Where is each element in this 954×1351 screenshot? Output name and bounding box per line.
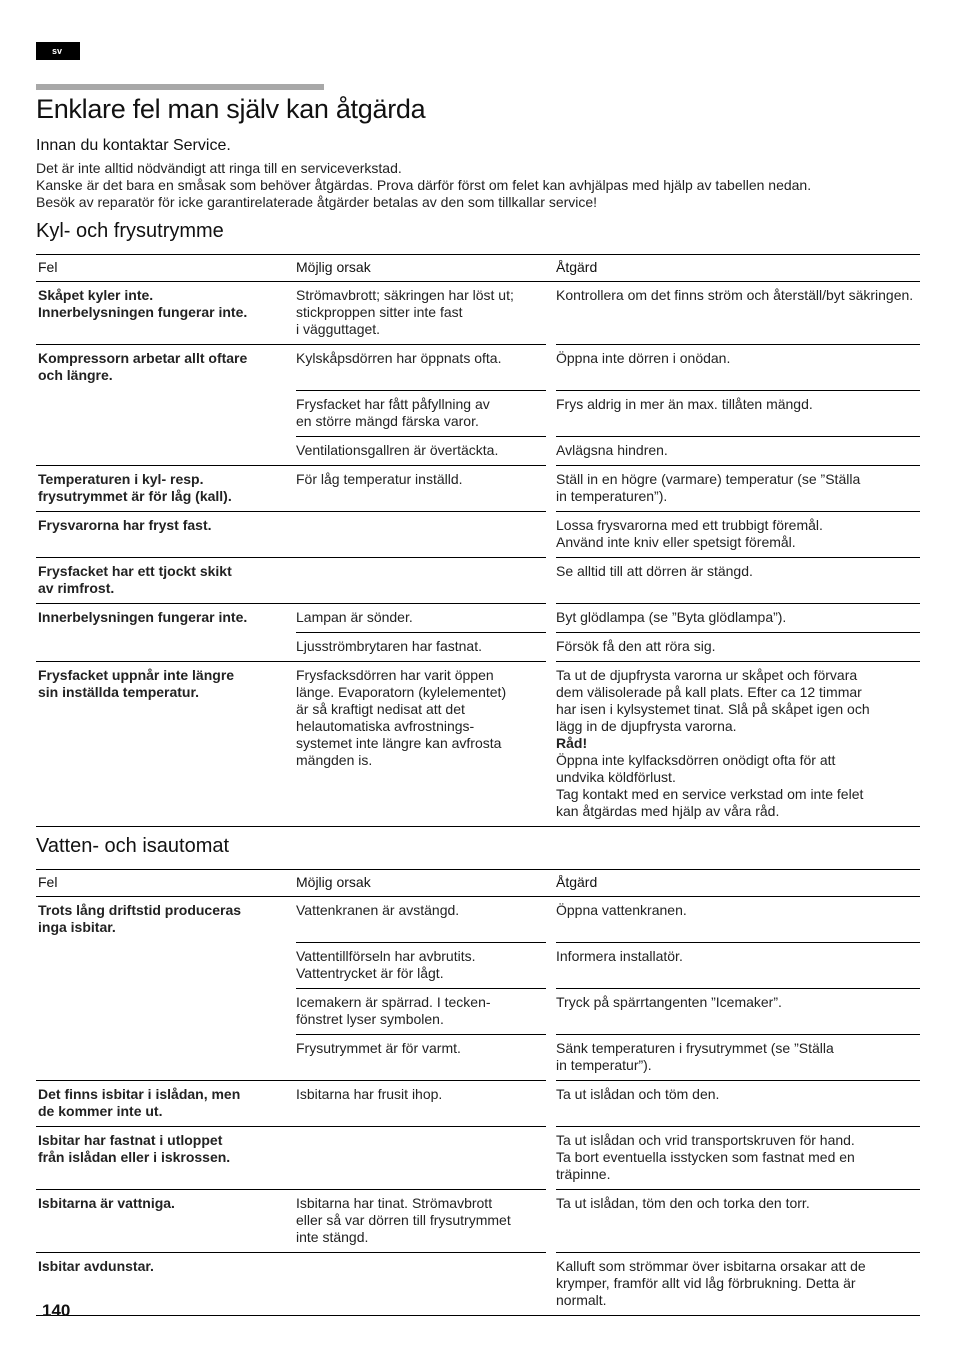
action-cell: Ta ut islådan och töm den.: [556, 1080, 920, 1126]
section-heading-fridge-freezer: Kyl- och frysutrymme: [36, 220, 224, 242]
cause-cell: Icemakern är spärrad. I tecken- fönstret lyser symbolen.: [296, 988, 546, 1034]
action-cell: Kalluft som strömmar över isbitarna orsakar att de krymper, framför allt vid låg förbrukning. Detta är normalt.: [556, 1252, 920, 1315]
table-row: [36, 942, 920, 988]
cause-cell: Strömavbrott; säkringen har löst ut; stickproppen sitter inte fast i vägguttaget.: [296, 287, 514, 337]
fault-cell: [36, 632, 276, 661]
table-header-row: [36, 255, 920, 282]
troubleshooting-table-fridge-freezer: [36, 254, 920, 827]
intro-text: [36, 160, 936, 211]
section-heading-water-ice: Vatten- och isautomat: [36, 835, 230, 857]
table-row: [36, 1034, 920, 1080]
column-header-fault: Fel: [36, 255, 276, 282]
table-row: [36, 1080, 920, 1126]
advice-label: Råd!: [556, 734, 588, 751]
action-cell: Frys aldrig in mer än max. tillåten mängd.: [556, 390, 920, 436]
fault-cell: [36, 390, 276, 436]
table-row: [36, 1126, 920, 1189]
fault-cell: Det finns isbitar i islådan, men de kommer inte ut.: [36, 1080, 276, 1126]
intro-line: Kanske är det bara en småsak som behöver åtgärdas. Prova därför först om felet kan avhjälpas med hjälp av tabellen nedan.: [36, 177, 812, 193]
table-row: [36, 557, 920, 603]
cause-cell: Frysfacket har fått påfyllning av en större mängd färska varor.: [296, 390, 546, 436]
column-header-fault: Fel: [36, 870, 276, 897]
fault-cell: [36, 942, 276, 988]
cause-cell: Isbitarna har tinat. Strömavbrott eller så var dörren till frysutrymmet inte stängd.: [296, 1189, 546, 1252]
action-cell: Öppna vattenkranen.: [556, 902, 687, 918]
table-row: [36, 603, 920, 632]
fault-cell: [36, 988, 276, 1034]
cause-cell: Vattenkranen är avstängd.: [296, 902, 460, 918]
action-cell: Tryck på spärrtangenten ”Icemaker”.: [556, 988, 920, 1034]
action-cell: Ta ut islådan och vrid transportskruven för hand. Ta bort eventuella isstycken som fastnat med en träpinne.: [556, 1126, 920, 1189]
fault-cell: Isbitar har fastnat i utloppet från islådan eller i iskrossen.: [36, 1126, 276, 1189]
cause-cell: Frysutrymmet är för varmt.: [296, 1034, 546, 1080]
page-title: Enklare fel man själv kan åtgärda: [36, 94, 426, 124]
action-cell: Se alltid till att dörren är stängd.: [556, 557, 920, 603]
column-header-cause: Möjlig orsak: [296, 255, 546, 282]
column-header-cause: Möjlig orsak: [296, 870, 546, 897]
table-row: [36, 661, 920, 826]
action-cell: Avlägsna hindren.: [556, 436, 920, 465]
table-row: [36, 345, 920, 391]
fault-cell: Temperaturen i kyl- resp. frysutrymmet är för låg (kall).: [36, 465, 276, 511]
cause-cell: [296, 1126, 546, 1189]
fault-cell: Innerbelysningen fungerar inte.: [36, 603, 276, 632]
action-cell: Ta ut de djupfrysta varorna ur skåpet och förvara dem välisolerade på kall plats. Efter ca 12 timmar har isen i kylsystemet tinat. Slå på skåpet igen och lägg in de djupfrysta varorna. Råd! Öppna inte kylfacksdörren onödigt ofta för att undvika köldförlust. Tag kontakt med en service verkstad om inte felet kan åtgärdas med hjälp av våra råd.: [556, 661, 920, 826]
column-header-action: Åtgärd: [556, 870, 920, 897]
table-row: [36, 1189, 920, 1252]
intro-line: Besök av reparatör för icke garantirelaterade åtgärder betalas av den som tillkallar service!: [36, 194, 598, 210]
column-header-action: Åtgärd: [556, 255, 920, 282]
cause-cell: Isbitarna har frusit ihop.: [296, 1080, 546, 1126]
fault-cell: [36, 436, 276, 465]
cause-cell: Lampan är sönder.: [296, 603, 546, 632]
action-cell: Ta ut islådan, töm den och torka den torr.: [556, 1189, 920, 1252]
fault-cell: Isbitar avdunstar.: [36, 1252, 276, 1315]
cause-cell: För låg temperatur inställd.: [296, 465, 546, 511]
table-header-row: [36, 870, 920, 897]
troubleshooting-table-water-ice: [36, 869, 920, 1316]
table-row: [36, 282, 920, 345]
action-cell: Sänk temperaturen i frysutrymmet (se ”Ställa in temperatur”).: [556, 1034, 920, 1080]
cause-cell: Ventilationsgallren är övertäckta.: [296, 436, 546, 465]
table-row: [36, 436, 920, 465]
action-cell: Lossa frysvarorna med ett trubbigt föremål. Använd inte kniv eller spetsigt föremål.: [556, 511, 920, 557]
cause-cell: [296, 511, 546, 557]
table-row: [36, 390, 920, 436]
cause-cell: Frysfacksdörren har varit öppen länge. Evaporatorn (kylelementet) är så kraftigt nedisat att det helautomatiska avfrostnings- systemet inte längre kan avfrosta mängden is.: [296, 661, 546, 826]
fault-cell: Trots lång driftstid produceras inga isbitar.: [38, 902, 242, 935]
fault-cell: Skåpet kyler inte. Innerbelysningen fungerar inte.: [38, 287, 248, 320]
action-cell: Informera installatör.: [556, 942, 920, 988]
table-row: [36, 511, 920, 557]
action-cell: Försök få den att röra sig.: [556, 632, 920, 661]
language-badge: sv: [36, 42, 80, 60]
fault-cell: Frysfacket har ett tjockt skikt av rimfrost.: [36, 557, 276, 603]
action-cell: Öppna inte dörren i onödan.: [556, 345, 920, 391]
action-cell: Ställ in en högre (varmare) temperatur (se ”Ställa in temperaturen”).: [556, 465, 920, 511]
subtitle: Innan du kontaktar Service.: [36, 137, 231, 154]
fault-cell: Frysvarorna har fryst fast.: [36, 511, 276, 557]
table-row: [36, 897, 920, 943]
table-row: [36, 465, 920, 511]
cause-cell: Ljusströmbrytaren har fastnat.: [296, 632, 546, 661]
cause-cell: Kylskåpsdörren har öppnats ofta.: [296, 345, 546, 391]
fault-cell: Kompressorn arbetar allt oftare och längre.: [36, 345, 276, 391]
intro-line: Det är inte alltid nödvändigt att ringa till en serviceverkstad.: [36, 160, 402, 176]
table-row: [36, 1252, 920, 1315]
table-row: [36, 632, 920, 661]
cause-cell: Vattentillförseln har avbrutits. Vattentrycket är för lågt.: [296, 942, 546, 988]
action-cell: Kontrollera om det finns ström och återställ/byt säkringen.: [556, 287, 914, 303]
fault-cell: [36, 1034, 276, 1080]
cause-cell: [296, 557, 546, 603]
fault-cell: Isbitarna är vattniga.: [36, 1189, 276, 1252]
fault-cell: Frysfacket uppnår inte längre sin inställda temperatur.: [36, 661, 276, 826]
action-cell: Byt glödlampa (se ”Byta glödlampa”).: [556, 603, 920, 632]
page-number: 140: [42, 1301, 71, 1320]
table-row: [36, 988, 920, 1034]
title-rule: [36, 84, 324, 90]
cause-cell: [296, 1252, 546, 1315]
